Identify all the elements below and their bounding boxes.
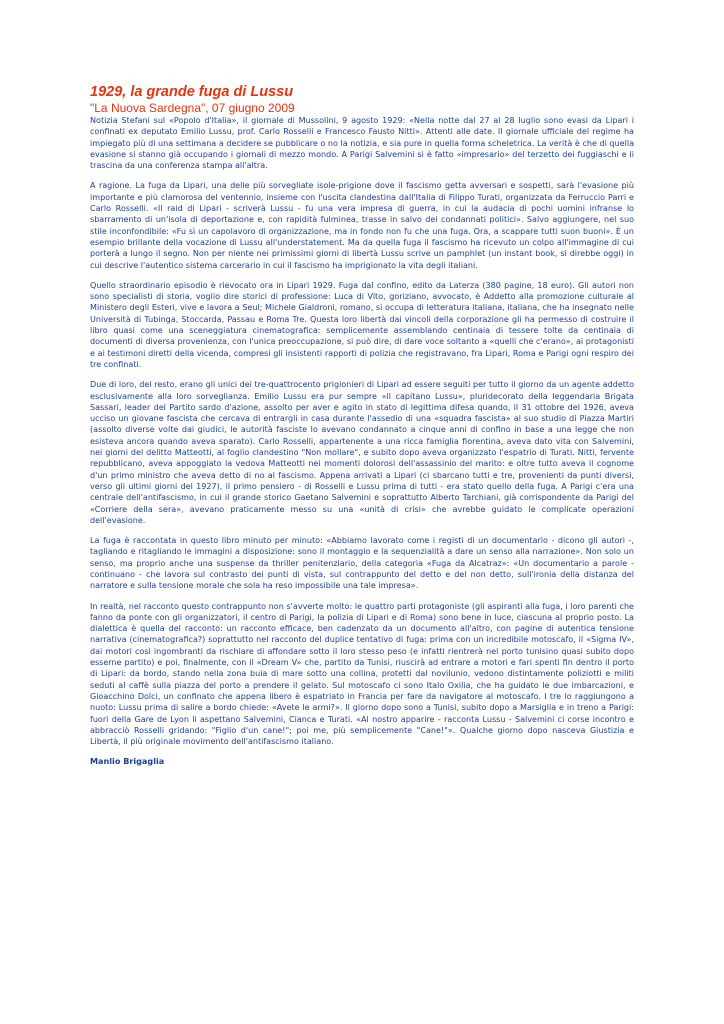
article-body bbox=[90, 115, 634, 747]
article-paragraph: Due di loro, del resto, erano gli unici dei tre-quattrocento prigionieri di Lipari ad essere seguiti per tutto il giorno da un agente addetto esclusivamente alla loro sorveglianza. Emilio Lussu era pur sempre «il capitano Lussu», pluridecorato della leggendaria Brigata Sassari, leader del Partito sardo d'azione, assolto per aver e agito in stato di legittima difesa quando, il 31 ottobre del 1926, aveva ucciso un giovane fascista che cercava di entrargli in casa durante l'assedio di una «squadra fascista» al suo studio di Piazza Martiri (assolto diverse volte dai giudici, le autorità fasciste lo avevano condannato a cinque anni di confino in base a una legge che non esisteva ancora quando aveva sparato). Carlo Rosselli, appartenente a una ricca famiglia fiorentina, aveva dato vita con Salvemini, nei giorni del delitto Matteotti, al foglio clandestino "Non mollare", e subito dopo aveva organizzato l'espatrio di Turati. Nitti, fervente repubblicano, aveva appoggiato la vedova Matteotti nei momenti dolorosi dell'assassinio del marito: e oltre tutto aveva il cognome d'un primo ministro che aveva detto di no al fascismo. Appena arrivati a Lipari (ci sbarcano tutti e tre, provenienti da punti diversi, verso gli ultimi giorni del 1927), il primo pensiero - di Rosselli e Lussu prima di tutti - era stato quello della fuga. A Parigi c'era una centrale dell'antifascismo, in cui il grande storico Gaetano Salvemini e soprattutto Alberto Tarchiani, già corrispondente da Parigi del «Corriere della sera», avevano praticamente messo su una «unità di crisi» che avrebbe guidato le complicate operazioni dell'evasione. bbox=[90, 380, 634, 525]
article-paragraph: Notizia Stefani sul «Popolo d'Italia», il giornale di Mussolini, 9 agosto 1929: «Nella notte dal 27 al 28 luglio sono evasi da Lipari i confinati ex deputato Emilio Lussu, prof. Carlo Rosselli e Francesco Fausto Nitti». Attenti alle date. Il giornale ufficiale del regime ha impiegato più di una settimana a decidere se pubblicare o no la notizia, e sia pure in quella forma scheletrica. La verità è che di quella evasione si stanno già occupando i giornali di mezzo mondo. A Parigi Salvemini si è fatto «impresario» del terzetto dei fuggiaschi e li trascina da una conferenza stampa all'altra. bbox=[90, 116, 634, 171]
article-author: Manlio Brigaglia bbox=[90, 756, 165, 767]
article-source: "La Nuova Sardegna", 07 giugno 2009 bbox=[90, 101, 295, 115]
article-paragraph: La fuga è raccontata in questo libro minuto per minuto: «Abbiamo lavorato come i registi di un documentario - dicono gli autori -, tagliando e ritagliando le immagini a disposizione: sono il montaggio e la sequenzialità a dare un senso alla narrazione». Non solo un senso, ma proprio anche una suspense da thriller penitenziario, della categoria «Fuga da Alcatraz»: «Un documentario a parole - continuano - che lavora sul contrasto dei punti di vista, sul contrappunto del detto e del non detto, sull'ironia della distanza del narratore e sulla tensione morale che sola ha reso impossibile una tale impresa». bbox=[90, 536, 634, 591]
article-paragraph: In realtà, nel racconto questo contrappunto non s'avverte molto: le quattro parti protagoniste (gli aspiranti alla fuga, i loro parenti che fanno da ponte con gli organizzatori, il centro di Parigi, la polizia di Lipari e di Roma) sono bene in luce, ciascuna al proprio posto. La dialettica è quella del racconto: un racconto efficace, ben cadenzato da un documento all'altro, con pagine di autentica tensione narrativa (cinematografica?) soprattutto nel racconto del duplice tentativo di fuga: prima con un incredibile motoscafo, il «Sigma IV», dai motori così ingombranti da rischiare di affondare sotto il loro stesso peso (e infatti rientrerà nel porto tunisino quasi subito dopo esserne partito) e poi, finalmente, con il «Dream V» che, partito da Tunisi, riuscirà ad entrare a motori e fari spenti fin dentro il porto di Lipari: da bordo, stando nella zona buia di mare sotto una collina, protetti dal novilunio, vedono distintamente poliziotti e militi seduti al caffè sulla piazza del porto a prendere il gelato. Sul motoscafo ci sono Italo Oxilia, che ha guidato le due imbarcazioni, e Gioacchino Dolci, un confinato che appena libero è espatriato in Francia per fare da navigatore al motoscafo. I tre lo raggiungono a nuoto: Lussu prima di salire a bordo chiede: «Avete le armi?». Il giorno dopo sono a Tunisi, subito dopo a Marsiglia e in treno a Parigi: fuori della Gare de Lyon li aspettano Salvemini, Cianca e Turati. «Al nostro apparire - racconta Lussu - Salvemini ci corse incontro e abbracciò Rosselli gridando: "Figlio d'un cane!"; poi me, più semplicemente "Cane!"». Qualche giorno dopo nasceva Giustizia e Libertà, il più originale movimento dell'antifascismo italiano. bbox=[90, 601, 634, 747]
article-paragraph: A ragione. La fuga da Lipari, una delle più sorvegliate isole-prigione dove il fascismo getta avversari e sospetti, sarà l'evasione più importante e più clamorosa del ventennio, insieme con l'uscita clandestina dall'Italia di Filippo Turati, organizzata da Ferruccio Parri e Carlo Rosselli. «Il raid di Lipari - scriverà Lussu - fu una vera impresa di guerra, in cui la audacia di pochi uomini infranse lo sbarramento di un'isola di deportazione e, con rapidità fulminea, trasse in salvo dei condannati politici». Salvo aggiungere, nel suo stile inconfondibile: «Fu sì un capolavoro di organizzazione, ma in fondo non fu che una fuga. Ora, a scappare tutti suon buoni». È un esempio brillante della vocazione di Lussu all'understatement. Ma da quella fuga il fascismo ha ricevuto un colpo all'immagine di cui porterà a lungo il segno. Non per niente nei primissimi giorni di libertà Lussu scrive un pamphlet (un instant book, si direbbe oggi) in cui descrive l'autentico sistema carcerario in cui il fascismo ha imprigionato la vita degli italiani. bbox=[90, 181, 634, 270]
article-paragraph: Quello straordinario episodio è rievocato ora in Lipari 1929. Fuga dal confino, edito da Laterza (380 pagine, 18 euro). Gli autori non sono specialisti di storia, voglio dire storici di professione: Luca di Vito, goriziano, avvocato, è Addetto alla promozione culturale al Ministero degli Esteri, vive e lavora a Seul; Michele Gialdroni, romano, si occupa di letteratura italiana, italiana, che ha insegnato nelle Università di Tubinga, Stoccarda, Passau e Roma Tre. Questa loro libertà dai vincoli della corporazione gli ha permesso di costruire il libro quasi come una sceneggiatura cinematografica: semplicemente assemblando centinaia di tessere tolte da centinaia di documenti di diversa provenienza, con l'unica preoccupazione, si può dire, di dare voce soltanto a «quelli che c'erano», ai protagonisti e ai testimoni diretti della vicenda, compresi gli insistenti rapporti di polizia che registravano, fra Lipari, Roma e Parigi ogni respiro dei tre confinati. bbox=[90, 280, 634, 369]
article bbox=[90, 84, 634, 766]
article-title: 1929, la grande fuga di Lussu bbox=[90, 84, 294, 100]
